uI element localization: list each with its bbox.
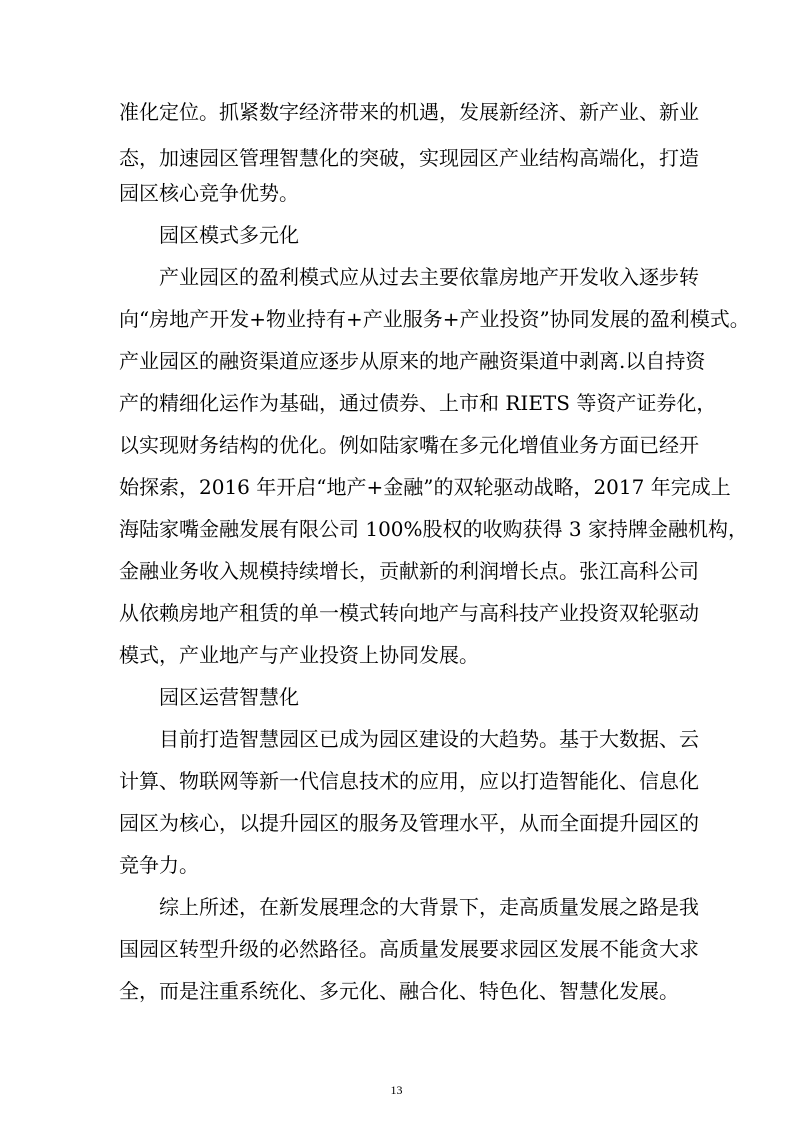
text-line: 金融业务收入规模持续增长，贡献新的利润增长点。张江高科公司: [119, 559, 699, 583]
text-line: 从依赖房地产租赁的单一模式转向地产与高科技产业投资双轮驱动: [119, 601, 699, 625]
text-line: 目前打造智慧园区已成为园区建设的大趋势。基于大数据、云: [159, 727, 699, 751]
section-heading: 园区运营智慧化: [159, 685, 299, 709]
text-line: 产的精细化运作为基础，通过债券、上市和 RIETS 等资产证券化，: [119, 391, 717, 415]
text-line: 态，加速园区管理智慧化的突破，实现园区产业结构高端化，打造: [119, 146, 699, 170]
text-line: 准化定位。抓紧数字经济带来的机遇，发展新经济、新产业、新业: [119, 100, 699, 124]
text-line: 竞争力。: [119, 853, 199, 877]
text-line: 园区为核心，以提升园区的服务及管理水平，从而全面提升园区的: [119, 811, 699, 835]
text-line: 产业园区的融资渠道应逐步从原来的地产融资渠道中剥离.以自持资: [119, 349, 706, 373]
text-line: 模式，产业地产与产业投资上协同发展。: [119, 643, 479, 667]
text-line: 产业园区的盈利模式应从过去主要依靠房地产开发收入逐步转: [159, 265, 699, 289]
page-number: 13: [390, 1083, 403, 1097]
text-line: 全，而是注重系统化、多元化、融合化、特色化、智慧化发展。: [119, 979, 679, 1003]
text-line: 计算、物联网等新一代信息技术的应用，应以打造智能化、信息化: [119, 769, 699, 793]
text-line: 园区核心竞争优势。: [119, 181, 299, 205]
text-line: 综上所述，在新发展理念的大背景下，走高质量发展之路是我: [159, 895, 699, 919]
text-line: 向“房地产开发+物业持有+产业服务+产业投资”协同发展的盈利模式。: [119, 307, 750, 331]
text-line: 以实现财务结构的优化。例如陆家嘴在多元化增值业务方面已经开: [119, 433, 699, 457]
text-line: 国园区转型升级的必然路径。高质量发展要求园区发展不能贪大求: [119, 937, 699, 961]
section-heading: 园区模式多元化: [159, 223, 299, 247]
text-line: 海陆家嘴金融发展有限公司 100%股权的收购获得 3 家持牌金融机构，: [119, 517, 748, 541]
text-line: 始探索，2016 年开启“地产+金融”的双轮驱动战略，2017 年完成上: [119, 475, 731, 499]
